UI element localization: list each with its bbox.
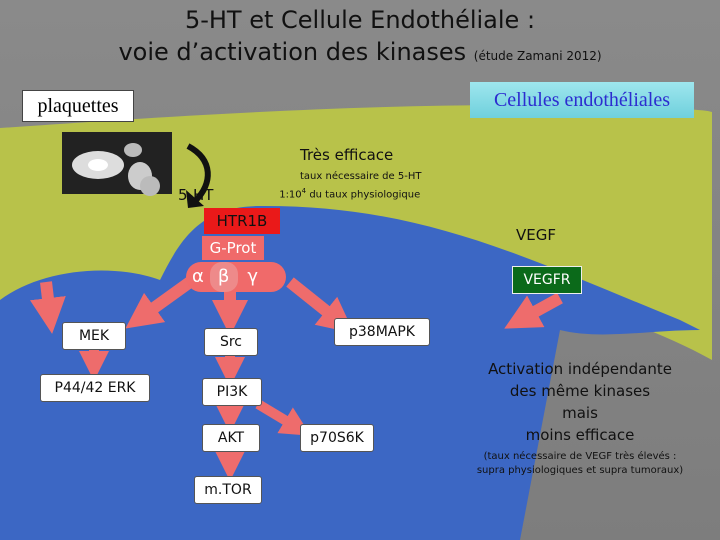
vegf-note-line2: supra physiologiques et supra tumoraux): [476, 465, 684, 476]
mtor-node: m.TOR: [194, 476, 262, 504]
beta-subunit: β: [210, 262, 238, 292]
independent-line3: mais: [562, 404, 598, 422]
vegf-label: VEGF: [516, 226, 556, 244]
p4442erk-node: P44/42 ERK: [40, 374, 150, 402]
required-rate-ratio: 1:10: [279, 189, 302, 201]
mek-node: MEK: [62, 322, 126, 350]
independent-activation-text: [462, 358, 698, 446]
gprot-subunits: [186, 262, 286, 292]
platelets-label: plaquettes: [22, 90, 134, 122]
endothelial-cells-label: Cellules endothéliales: [470, 82, 694, 118]
independent-line1: Activation indépendante: [488, 360, 672, 378]
vegf-note: [456, 450, 704, 478]
gamma-subunit: γ: [247, 266, 258, 287]
very-efficient-label: Très efficace: [300, 146, 394, 164]
slide-title-line1: 5-HT et Cellule Endothéliale :: [184, 6, 536, 34]
gprot-label: G-Prot: [202, 236, 264, 260]
pi3k-node: PI3K: [202, 378, 262, 406]
5ht-label: 5-HT: [178, 186, 214, 204]
required-rate-note: [278, 170, 421, 202]
akt-node: AKT: [202, 424, 260, 452]
p38mapk-node: p38MAPK: [334, 318, 430, 346]
vegfr-receptor: VEGFR: [512, 266, 582, 294]
slide-title-source: (étude Zamani 2012): [473, 49, 602, 63]
alpha-subunit: α: [192, 266, 204, 287]
required-rate-exponent: 4: [301, 187, 307, 195]
platelets-image: [62, 132, 172, 196]
slide-title-line2: [0, 38, 720, 66]
slide-title-main: voie d’activation des kinases: [118, 38, 467, 66]
independent-line2: des même kinases: [509, 382, 651, 400]
vegf-note-line1: (taux nécessaire de VEGF très élevés :: [483, 451, 677, 462]
required-rate-line1: taux nécessaire de 5-HT: [300, 171, 422, 182]
p70s6k-node: p70S6K: [300, 424, 374, 452]
arrow-to-erk-left: [46, 282, 50, 316]
independent-line4: moins efficace: [525, 426, 635, 444]
src-node: Src: [204, 328, 258, 356]
required-rate-line3: du taux physiologique: [306, 189, 421, 201]
htr1b-receptor: HTR1B: [204, 208, 280, 234]
